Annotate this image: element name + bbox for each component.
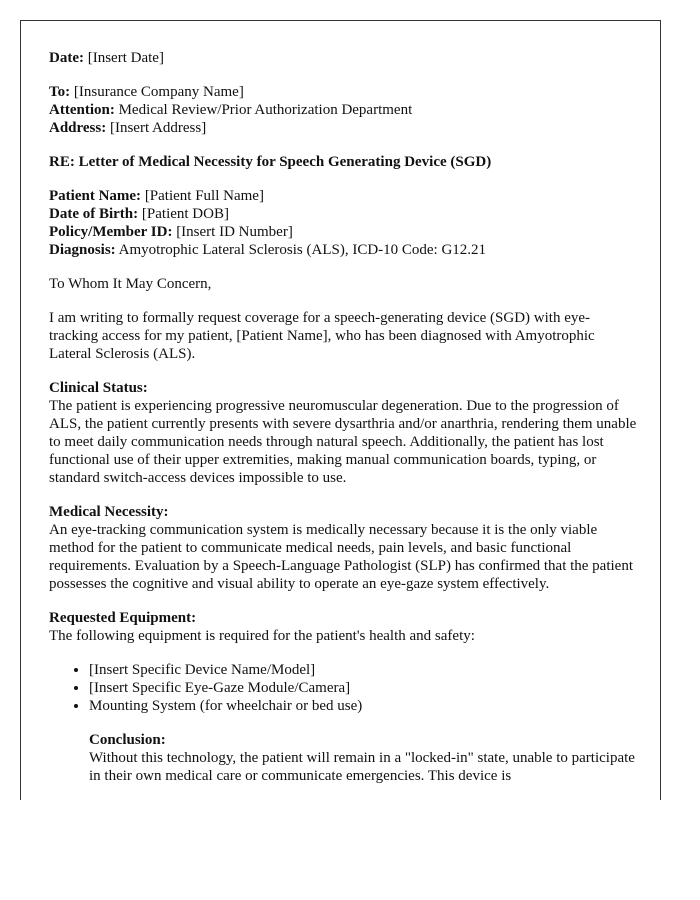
necessity-body: An eye-tracking communication system is medically necessary because it is the only viable method for the patient to communicate medical needs, pain levels, and basic functional requirements. Evaluation by a Speech-Language Pathologist (SLP) has confirmed that the patient possesses the cognitive and visual ability to operate an eye-gaze system effectively. (49, 522, 634, 592)
attention-value: Medical Review/Prior Authorization Department (118, 102, 413, 118)
policy-label: Policy/Member ID: (49, 224, 173, 240)
list-item: • Mounting System (for wheelchair or bed use) (89, 697, 639, 715)
patient-name-value: [Patient Full Name] (144, 188, 264, 204)
clinical-section (49, 379, 639, 487)
conclusion-body: Without this technology, the patient will remain in a "locked-in" state, unable to participate in their own medical care or communicate emergencies. This device is (89, 750, 635, 784)
re-text: RE: Letter of Medical Necessity for Speech Generating Device (SGD) (49, 154, 492, 170)
equipment-section (49, 609, 639, 645)
list-item: • [Insert Specific Eye-Gaze Module/Camera] (89, 679, 639, 697)
equipment-body: The following equipment is required for the patient's health and safety: (49, 628, 475, 644)
necessity-section (49, 503, 639, 593)
date-value: [Insert Date] (87, 50, 164, 66)
re-line (49, 153, 639, 171)
dob-label: Date of Birth: (49, 206, 139, 222)
diagnosis-value: Amyotrophic Lateral Sclerosis (ALS), ICD-10 Code: G12.21 (118, 242, 487, 258)
diagnosis-label: Diagnosis: (49, 242, 116, 258)
clinical-body: The patient is experiencing progressive neuromuscular degeneration. Due to the progression of ALS, the patient currently presents with severe dysarthria and/or anarthria, rendering them unable to meet daily communication needs through natural speech. Additionally, the patient has lost functional use of their upper extremities, making manual communication boards, typing, or standard switch-access devices impossible to use. (49, 398, 637, 486)
to-value: [Insurance Company Name] (73, 84, 244, 100)
letter-page (20, 20, 661, 800)
intro-paragraph: I am writing to formally request coverage for a speech-generating device (SGD) with eye-tracking access for my patient, [Patient Name], who has been diagnosed with Amyotrophic Lateral Sclerosis (ALS). (49, 310, 595, 362)
list-item: • [Insert Specific Device Name/Model] (89, 661, 639, 679)
recipient-block (49, 83, 639, 137)
salutation: To Whom It May Concern, (49, 276, 212, 292)
conclusion-section (89, 731, 639, 785)
patient-block (49, 187, 639, 259)
clinical-heading: Clinical Status: (49, 380, 148, 396)
equipment-heading: Requested Equipment: (49, 610, 197, 626)
address-label: Address: (49, 120, 107, 136)
date-line (49, 49, 639, 67)
necessity-heading: Medical Necessity: (49, 504, 169, 520)
conclusion-heading: Conclusion: (89, 732, 166, 748)
dob-value: [Patient DOB] (141, 206, 229, 222)
patient-name-label: Patient Name: (49, 188, 142, 204)
address-value: [Insert Address] (109, 120, 207, 136)
attention-label: Attention: (49, 102, 115, 118)
letter-content (21, 21, 661, 785)
policy-value: [Insert ID Number] (176, 224, 293, 240)
equipment-list (49, 661, 639, 715)
date-label: Date: (49, 50, 84, 66)
to-label: To: (49, 84, 71, 100)
